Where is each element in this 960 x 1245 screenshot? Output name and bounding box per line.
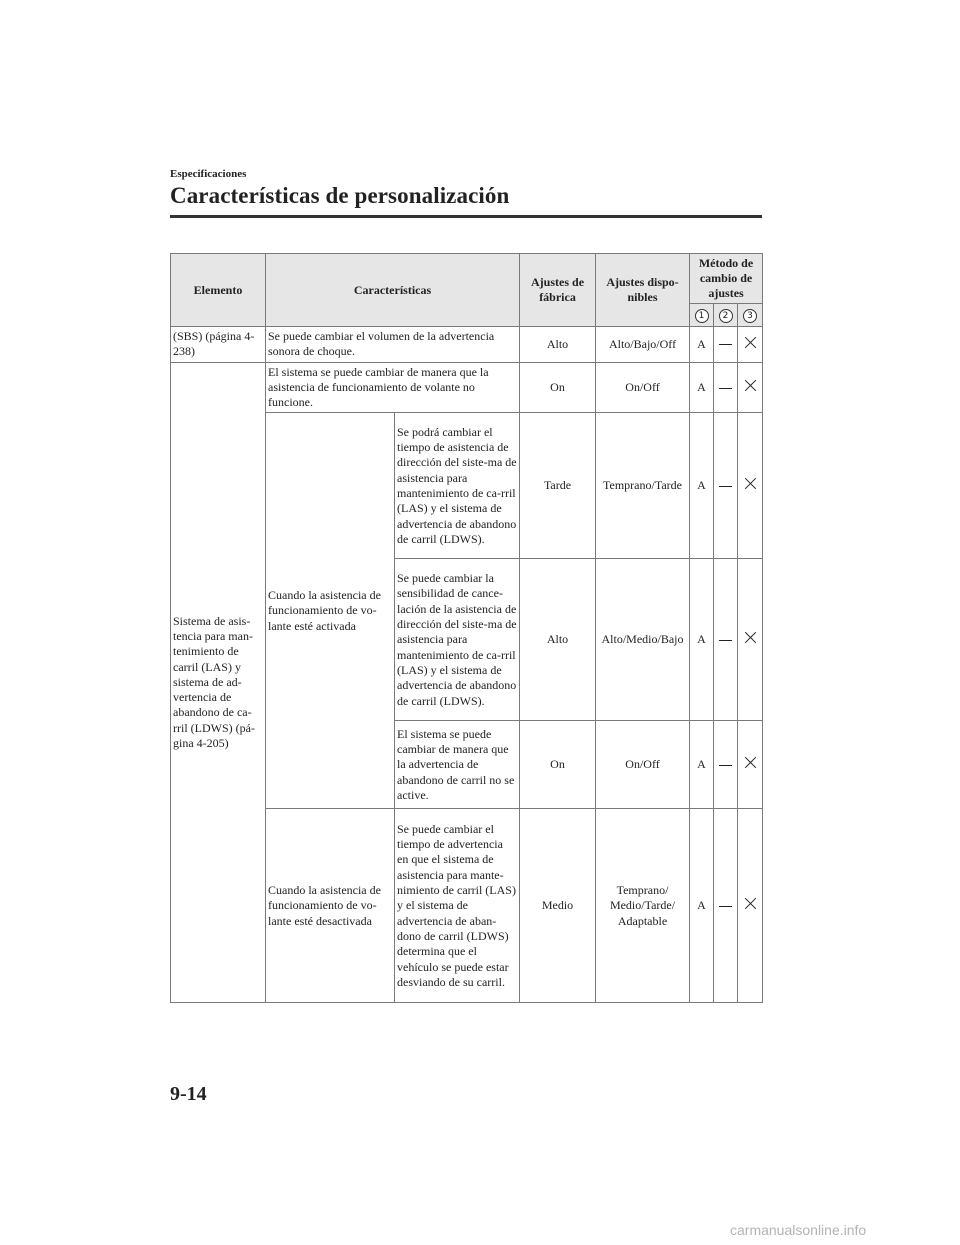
cell-method-3 [738, 809, 763, 1003]
cell-elemento: Sistema de asis-tencia para man-tenimiento de carril (LAS) y sistema de ad-vertencia de abandono de ca-rril (LDWS) (pá-gina 4-205) [171, 362, 266, 1003]
cell-disponibles: Temprano/ Medio/Tarde/ Adaptable [596, 809, 690, 1003]
cell-fabrica: Medio [520, 809, 596, 1003]
circled-number-2-icon: 2 [719, 309, 733, 323]
dash-icon [719, 765, 732, 766]
x-mark-icon [744, 631, 757, 644]
cell-method-3 [738, 362, 763, 413]
page-title: Características de personalización [170, 183, 510, 208]
header-ajustes-fabrica: Ajustes de fábrica [520, 254, 596, 327]
method-1-header [690, 304, 714, 327]
section-label: Especificaciones [170, 168, 247, 180]
watermark: carmanualsonline.info [730, 1222, 867, 1238]
table-row [171, 362, 763, 413]
cell-method-2 [714, 721, 738, 809]
cell-fabrica: Alto [520, 327, 596, 363]
cell-caracteristica: El sistema se puede cambiar de manera que la asistencia de funcionamiento de volante no funcione. [266, 362, 520, 413]
cell-fabrica: On [520, 362, 596, 413]
cell-caracteristica: Se puede cambiar el volumen de la advertencia sonora de choque. [266, 327, 520, 363]
cell-caracteristica: El sistema se puede cambiar de manera que la advertencia de abandono de carril no se active. [395, 721, 520, 809]
cell-method-1: A [690, 327, 714, 363]
dash-icon [719, 344, 732, 345]
circled-number-1-icon: 1 [695, 309, 709, 323]
cell-disponibles: On/Off [596, 362, 690, 413]
cell-method-1: A [690, 362, 714, 413]
title-divider [170, 215, 762, 218]
cell-method-3 [738, 559, 763, 721]
table-header-row [171, 254, 763, 304]
cell-fabrica: Tarde [520, 413, 596, 559]
dash-icon [719, 486, 732, 487]
cell-disponibles: Alto/Bajo/Off [596, 327, 690, 363]
header-elemento: Elemento [171, 254, 266, 327]
cell-caracteristica: Se podrá cambiar el tiempo de asistencia de dirección del siste-ma de asistencia para mantenimiento de ca-rril (LAS) y el sistema de advertencia de abandono de carril (LDWS). [395, 413, 520, 559]
customization-table [170, 253, 763, 1003]
cell-method-2 [714, 559, 738, 721]
cell-method-3 [738, 721, 763, 809]
cell-method-1: A [690, 721, 714, 809]
cell-method-2 [714, 327, 738, 363]
page-number: 9-14 [170, 1083, 207, 1105]
cell-method-2 [714, 809, 738, 1003]
cell-disponibles: On/Off [596, 721, 690, 809]
cell-method-1: A [690, 559, 714, 721]
cell-method-3 [738, 413, 763, 559]
cell-method-2 [714, 362, 738, 413]
table-row [171, 327, 763, 363]
cell-fabrica: On [520, 721, 596, 809]
cell-method-3 [738, 327, 763, 363]
method-2-header [714, 304, 738, 327]
cell-condicion: Cuando la asistencia de funcionamiento de vo-lante esté activada [266, 413, 395, 809]
cell-caracteristica: Se puede cambiar la sensibilidad de cance-lación de la asistencia de dirección del siste-ma de asistencia para mantenimiento de ca-rril (LAS) y el sistema de advertencia de abandono de carril (LDWS). [395, 559, 520, 721]
x-mark-icon [744, 477, 757, 490]
method-3-header [738, 304, 763, 327]
header-metodo: Método de cambio de ajustes [690, 254, 763, 304]
x-mark-icon [744, 336, 757, 349]
cell-caracteristica: Se puede cambiar el tiempo de advertencia en que el sistema de asistencia para mante-nimiento de carril (LAS) y el sistema de advertencia de aban-dono de carril (LDWS) determina que el vehículo se puede estar desviando de su carril. [395, 809, 520, 1003]
circled-number-3-icon: 3 [743, 309, 757, 323]
dash-icon [719, 906, 732, 907]
x-mark-icon [744, 379, 757, 392]
header-ajustes-disponibles: Ajustes dispo-nibles [596, 254, 690, 327]
x-mark-icon [744, 897, 757, 910]
cell-method-1: A [690, 809, 714, 1003]
cell-method-2 [714, 413, 738, 559]
cell-method-1: A [690, 413, 714, 559]
cell-fabrica: Alto [520, 559, 596, 721]
dash-icon [719, 388, 732, 389]
dash-icon [719, 640, 732, 641]
x-mark-icon [744, 756, 757, 769]
cell-disponibles: Alto/Medio/Bajo [596, 559, 690, 721]
cell-elemento: (SBS) (página 4-238) [171, 327, 266, 363]
cell-condicion: Cuando la asistencia de funcionamiento de vo-lante esté desactivada [266, 809, 395, 1003]
cell-disponibles: Temprano/Tarde [596, 413, 690, 559]
header-caracteristicas: Características [266, 254, 520, 327]
